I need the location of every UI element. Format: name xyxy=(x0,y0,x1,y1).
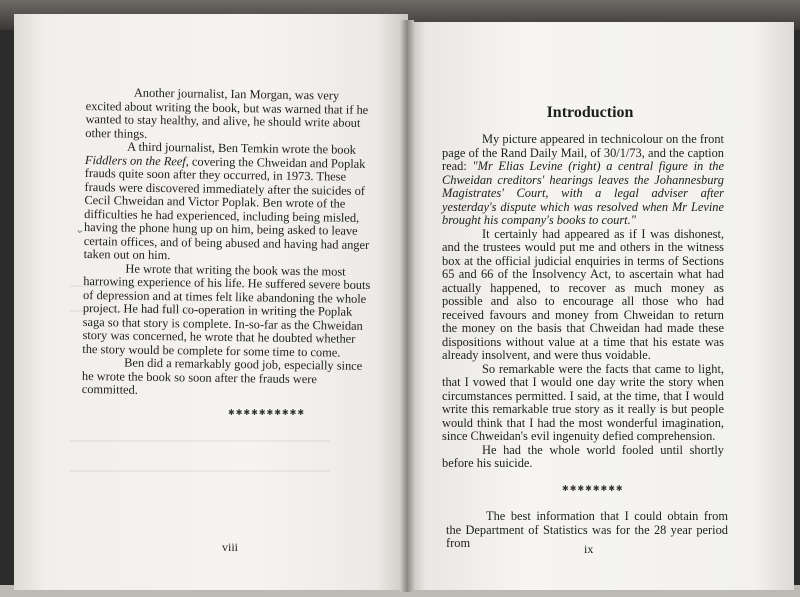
italic-text: "Mr Elias Levine (right) a central figure in the Chweidan creditors' hearings leaves the Johannesburg Magistrates' Court, with a legal adviser after yesterday's dispute which was resolved when Mr Levine brought his company's books to court." xyxy=(442,159,724,227)
section-separator: ✱✱✱✱✱✱✱✱ xyxy=(562,484,624,493)
italic-text: Fiddlers on the Reef xyxy=(84,152,186,168)
bleed-through-line xyxy=(70,470,330,472)
book-gutter xyxy=(400,20,414,592)
page-number-left: viii xyxy=(222,540,239,554)
right-paragraph-5: The best information that I could obtain from the Department of Statistics was for the 28 year period from xyxy=(446,509,728,550)
right-paragraph-3: So remarkable were the facts that came to light, that I vowed that I would one day write the story when circumstances permitted. I said, at the time, that I would write this remarkable true story as it really is but people would think that I had the most wonderful imagination, since Chweidan's evil ingenuity defied comprehension. xyxy=(442,361,724,443)
left-paragraph-3: He wrote that writing the book was the most harrowing experience of his life. He suffered severe bouts of depression and at times felt like abandoning the whole project. He had full co-operation in writing the Poplak saga so that story is complete. In-so-far as the Chweidan story was concerned, he wrote that he doubted whether the story would be complete for some time to come. xyxy=(82,261,371,360)
right-page-body xyxy=(442,133,724,471)
pencil-mark: ⌄ xyxy=(73,221,87,237)
bleed-through-line xyxy=(70,440,330,442)
left-paragraph-4: Ben did a remarkably good job, especially since he wrote the book so soon after the frauds were committed. xyxy=(81,355,363,397)
right-paragraph-4: He had the whole world fooled until shortly before his suicide. xyxy=(442,442,724,470)
right-paragraph-2: It certainly had appeared as if I was dishonest, and the trustees would put me and others in the witness box at the official judicial enquiries in terms of Sections 65 and 66 of the Insolvency Act, to ascertain what had actually happened, to recover as much money as possible and also to encourage all those who had received favours and money from Chweidan to return the money on the basis that Chweidan had made these dispositions without value at a time that his estate was already insolvent, and were thus voidable. xyxy=(442,226,724,362)
section-separator: ✱✱✱✱✱✱✱✱✱✱ xyxy=(228,408,306,417)
page-number-right: ix xyxy=(584,542,594,556)
chapter-title: Introduction xyxy=(546,104,634,121)
left-paragraph-2: A third journalist, Ben Temkin wrote the book Fiddlers on the Reef, covering the Chweidan and Poplak frauds quite soon after they occurred, in 1973. These frauds were discovered immediately after the suicides of Cecil Chweidan and Victor Poplak. Ben wrote of the difficulties he had experienced, including being misled, having the phone hung up on him, being asked to leave certain offices, and of being abused and having had anger taken out on him. xyxy=(83,139,370,263)
left-paragraph-1: Another journalist, Ian Morgan, was very excited about writing the book, but was warned that if he wanted to stay healthy, and alive, he should write about other things. xyxy=(85,85,369,141)
left-page-body xyxy=(82,86,376,401)
right-paragraph-1: My picture appeared in technicolour on the front page of the Rand Daily Mail, of 30/1/73, and the caption read: "Mr Elias Levine (right) a central figure in the Chweidan creditors' hearings leaves the Johannesburg Magistrates' Court, with a legal adviser after yesterday's dispute which was resolved when Mr Levine brought his company's books to court." xyxy=(442,132,724,227)
